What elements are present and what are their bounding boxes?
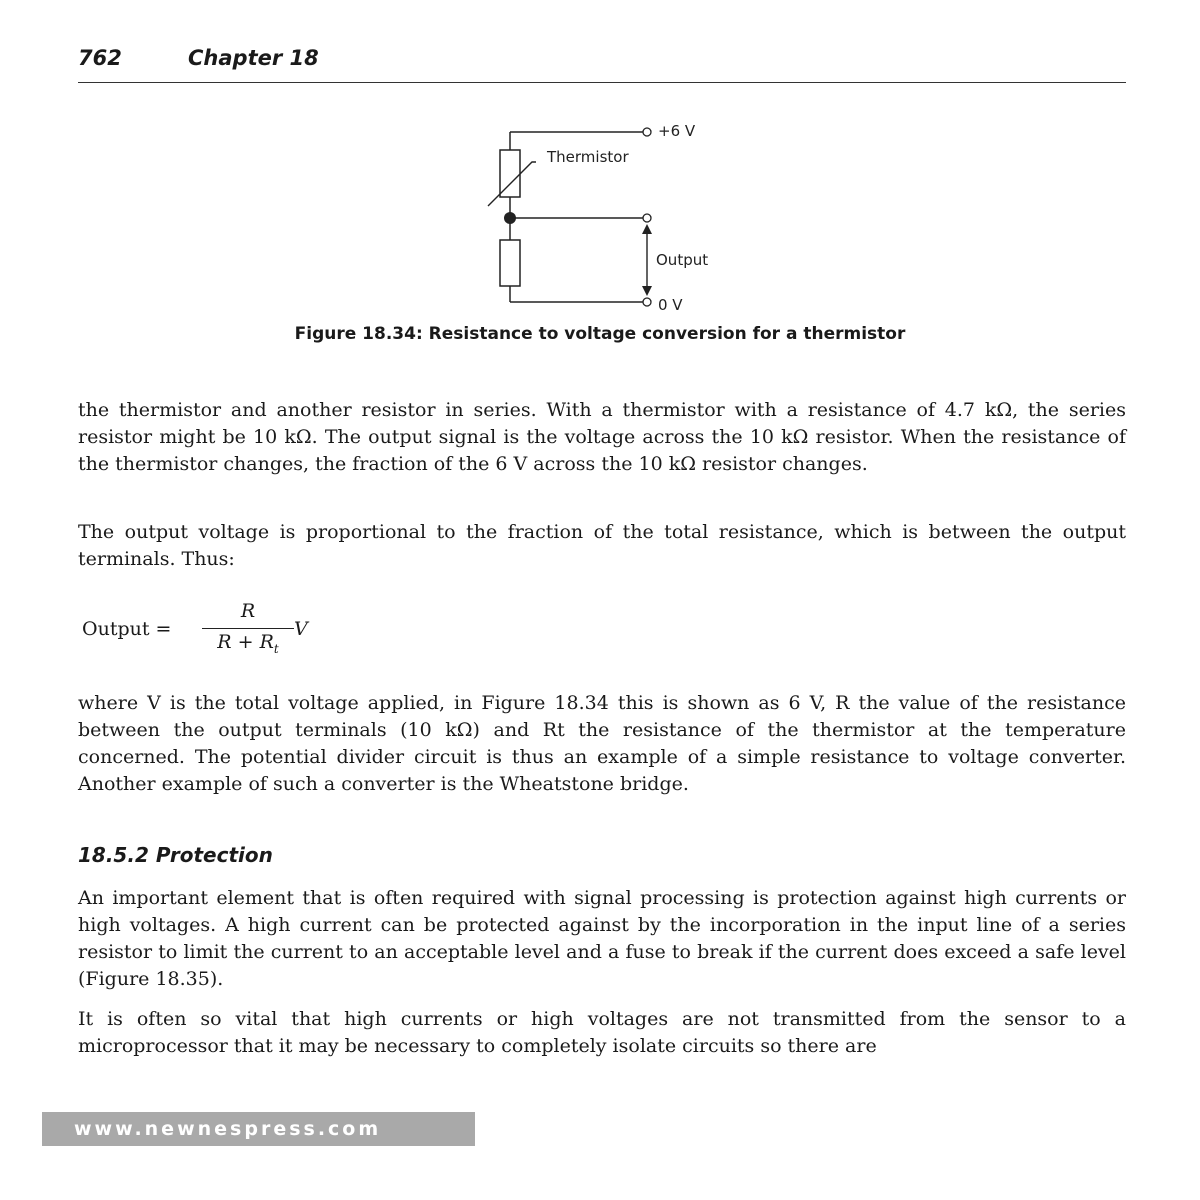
formula-denominator (202, 631, 294, 656)
thermistor-symbol (500, 150, 520, 197)
paragraph-4: An important element that is often required with signal processing is protection against high currents or high voltages. A high current can be protected against by the incorporation in the input line of a series resistor to limit the current to an acceptable level and a fuse to break if the current does exceed a safe level (Figure 18.35). (78, 887, 1126, 990)
formula-denominator-sub: t (273, 641, 279, 656)
circuit-figure (0, 110, 1200, 320)
output-arrow-down (642, 286, 652, 296)
plus6v-label: +6 V (658, 122, 696, 140)
footer-bar (42, 1112, 475, 1146)
fraction-bar (202, 628, 294, 629)
page-header (78, 46, 1126, 83)
zero-volt-label: 0 V (658, 296, 683, 314)
footer-url[interactable]: www.newnespress.com (74, 1118, 382, 1140)
output-arrow-up (642, 224, 652, 234)
resistor-symbol (500, 240, 520, 286)
page-number: 762 (78, 46, 122, 70)
thermistor-label: Thermistor (547, 148, 629, 166)
circuit-diagram (0, 110, 1200, 320)
paragraph-2: The output voltage is proportional to the fraction of the total resistance, which is between the output terminals. Thus: (78, 521, 1126, 570)
formula-numerator: R (240, 600, 256, 622)
paragraph-5: It is often so vital that high currents or high voltages are not transmitted from the sensor to a microprocessor that it may be necessary to completely isolate circuits so there are (78, 1008, 1126, 1057)
paragraph-1: the thermistor and another resistor in series. With a thermistor with a resistance of 4.7 kΩ, the series resistor might be 10 kΩ. The output signal is the voltage across the 10 kΩ resistor. When the resistance of the thermistor changes, the fraction of the 6 V across the 10 kΩ resistor changes. (78, 399, 1126, 475)
paragraph-3: where V is the total voltage applied, in Figure 18.34 this is shown as 6 V, R the value of the resistance between the output terminals (10 kΩ) and Rt the resistance of the thermistor at the temperature concerned. The potential divider circuit is thus an example of a simple resistance to voltage converter. Another example of such a converter is the Wheatstone bridge. (78, 692, 1126, 795)
formula-lhs: Output = (82, 618, 172, 640)
formula-factor: V (294, 618, 308, 640)
zero-volt-terminal (643, 298, 651, 306)
chapter-title: Chapter 18 (188, 46, 319, 70)
formula-denominator-main: R + R (217, 631, 274, 653)
output-terminal (643, 214, 651, 222)
formula-fraction (202, 600, 294, 656)
output-label: Output (656, 251, 709, 269)
figure-caption: Figure 18.34: Resistance to voltage conversion for a thermistor (294, 324, 906, 344)
plus6v-terminal (643, 128, 651, 136)
section-heading: 18.5.2 Protection (78, 843, 273, 867)
